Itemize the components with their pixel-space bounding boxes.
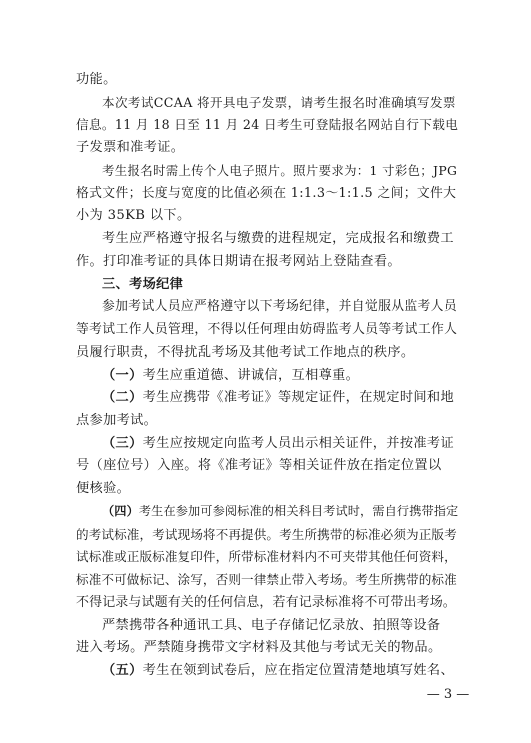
text-line: 参加考试人员应严格遵守以下考场纪律，并自觉服从监考人员 [102,299,457,314]
text-line: 不得记录与试题有关的任何信息，若有记录标准将不可带出考场。 [76,595,456,610]
item-text: 考生应重道德、讲诚信，互相尊重。 [142,368,360,383]
text-line [102,388,458,407]
text-line: 严禁携带各种通讯工具、电子存储记忆录放、拍照等设备 [102,618,441,633]
text-line: 考生应严格遵守报名与缴费的进程规定，完成报名和缴费工 [102,231,454,246]
text-line: 本次考试CCAA 将开具电子发票，请考生报名时准确填写发票 [102,95,456,110]
text-line: 功能。 [76,72,117,87]
item-label: （五） [102,663,143,678]
text-line: 员履行职责，不得扰乱考场及其他考试工作地点的秩序。 [76,345,415,360]
text-line: 等考试工作人员管理，不得以任何理由妨碍监考人员等考试工作人 [76,322,458,337]
item-text: 考生应按规定向监考人员出示相关证件，并按准考证 [142,436,454,451]
text-line [102,434,458,453]
item-text: 考生在领到试卷后，应在指定位置清楚地填写姓名、 [142,663,454,678]
text-line: 考生报名时需上传个人电子照片。照片要求为：1 寸彩色；JPG [102,163,458,178]
text-line: 小为 35KB 以下。 [76,208,191,223]
text-line: 格式文件；长度与宽度的比值必须在 1:1.3～1:1.5 之间；文件大 [76,186,457,201]
text-line: 标准不可做标记、涂写，否则一律禁止带入考场。考生所携带的标准 [76,572,457,587]
text-line: 进入考场。严禁随身携带文字材料及其他与考试无关的物品。 [76,640,442,655]
section-heading: 三、考场纪律 [102,277,184,292]
item-text: 考生应携带《准考证》等规定证件，在规定时间和地 [142,390,454,405]
text-line: 作。打印准考证的具体日期请在报考网站上登陆查看。 [76,254,401,269]
text-line: 号（座位号）入座。将《准考证》等相关证件放在指定位置以 [76,458,442,473]
text-line: 点参加考试。 [76,413,158,428]
item-text: 考生在参加可参阅标准的相关科目考试时，需自行携带指定 [138,504,459,518]
item-label: （一） [102,368,143,383]
text-line: 试标准或正版标准复印件，所带标准材料内不可夹带其他任何资料， [76,549,457,564]
text-line [102,661,458,680]
text-line: 便核验。 [76,481,131,496]
item-label: （二） [102,390,143,405]
item-label: （三） [102,436,143,451]
text-line [102,366,458,385]
text-line: 信息。11 月 18 日至 11 月 24 日考生可登陆报名网站自行下载电 [76,117,459,132]
text-line: 的考试标准，考试现场将不再提供。考生所携带的标准必须为正版考 [76,527,457,542]
text-line [102,502,458,521]
page-number: — 3 — [426,687,470,702]
item-label: （四） [102,504,139,518]
text-line: 子发票和准考证。 [76,140,185,155]
